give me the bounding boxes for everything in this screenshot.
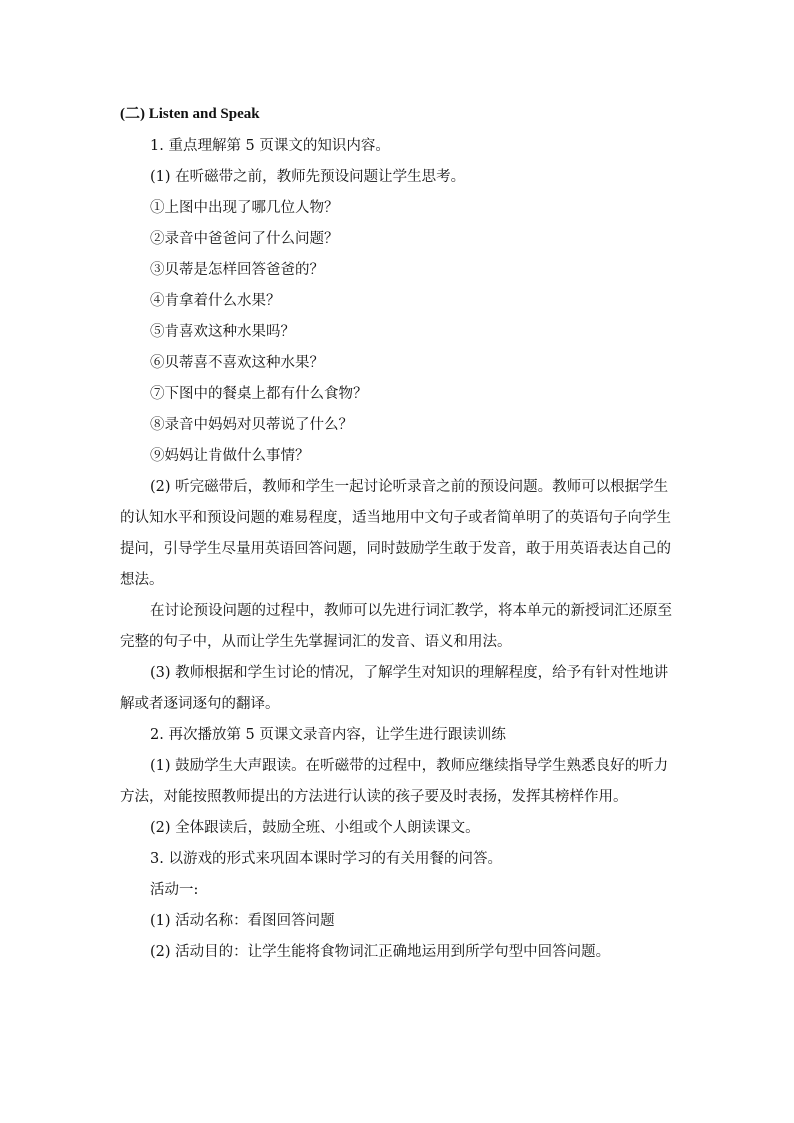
paragraph-game: 3. 以游戏的形式来巩固本课时学习的有关用餐的问答。 bbox=[150, 851, 502, 867]
activity-purpose: (2) 活动目的：让学生能将食物词汇正确地运用到所学句型中回答问题。 bbox=[150, 944, 611, 960]
question-7: ⑦下图中的餐桌上都有什么食物？ bbox=[150, 386, 368, 402]
paragraph-read-aloud: (1) 鼓励学生大声跟读。在听磁带的过程中，教师应继续指导学生熟悉良好的听力方法，对能按照教师提出的方法进行认读的孩子要及时表扬，发挥其榜样作用。 bbox=[120, 758, 669, 805]
question-6: ⑥贝蒂喜不喜欢这种水果？ bbox=[150, 355, 324, 371]
question-4: ④肯拿着什么水果？ bbox=[150, 293, 281, 309]
question-2: ②录音中爸爸问了什么问题？ bbox=[150, 231, 339, 247]
paragraph-vocabulary: 在讨论预设问题的过程中，教师可以先进行词汇教学，将本单元的新授词汇还原至完整的句子中，从而让学生先掌握词汇的发音、语义和用法。 bbox=[120, 603, 672, 650]
section-heading: (二) Listen and Speak bbox=[120, 106, 260, 122]
question-9: ⑨妈妈让肯做什么事情？ bbox=[150, 448, 310, 464]
paragraph-2: (1) 在听磁带之前，教师先预设问题让学生思考。 bbox=[150, 169, 466, 185]
question-1: ①上图中出现了哪几位人物？ bbox=[150, 200, 339, 216]
paragraph-discussion: (2) 听完磁带后，教师和学生一起讨论听录音之前的预设问题。教师可以根据学生的认知水平和预设问题的难易程度，适当地用中文句子或者简单明了的英语句子向学生提问，引导学生尽量用英语回答问题，同时鼓励学生敢于发音，敢于用英语表达自己的想法。 bbox=[120, 479, 671, 588]
question-8: ⑧录音中妈妈对贝蒂说了什么？ bbox=[150, 417, 353, 433]
question-5: ⑤肯喜欢这种水果吗？ bbox=[150, 324, 295, 340]
activity-label: 活动一: bbox=[150, 882, 199, 898]
document-body bbox=[120, 100, 680, 968]
question-3: ③贝蒂是怎样回答爸爸的？ bbox=[150, 262, 324, 278]
paragraph-replay: 2. 再次播放第 5 页课文录音内容，让学生进行跟读训练 bbox=[150, 727, 506, 743]
paragraph-group-read: (2) 全体跟读后，鼓励全班、小组或个人朗读课文。 bbox=[150, 820, 480, 836]
paragraph-teacher-explain: (3) 教师根据和学生讨论的情况，了解学生对知识的理解程度，给予有针对性地讲解或者逐词逐句的翻译。 bbox=[120, 665, 669, 712]
paragraph-1: 1. 重点理解第 5 页课文的知识内容。 bbox=[150, 138, 390, 154]
activity-name: (1) 活动名称：看图回答问题 bbox=[150, 913, 335, 929]
